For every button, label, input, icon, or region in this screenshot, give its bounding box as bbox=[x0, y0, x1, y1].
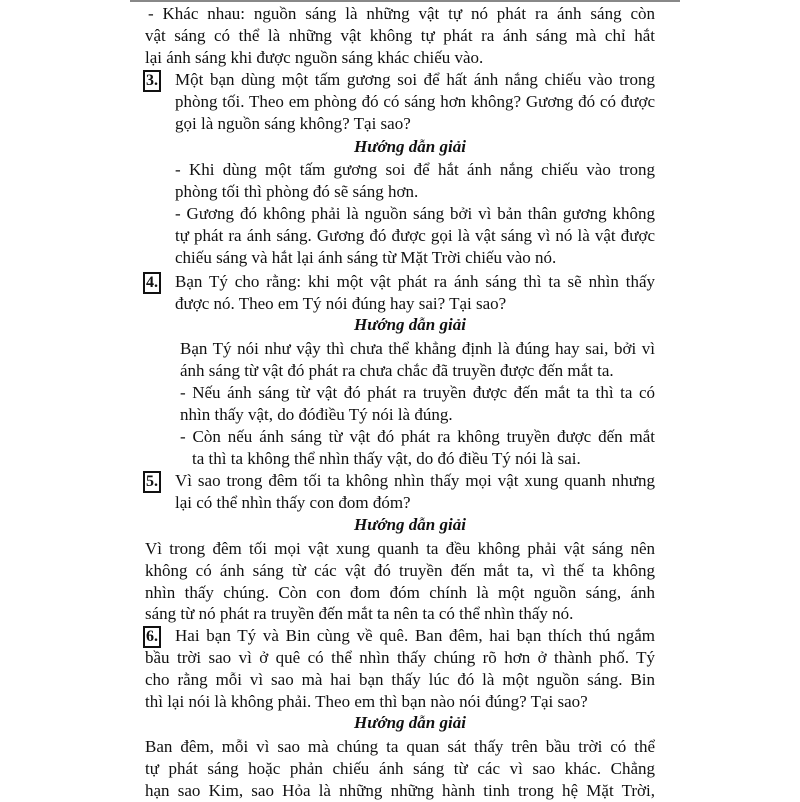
answer-line: không có ánh sáng từ các vật đó truyền đến mắt ta, vì thế ta không bbox=[145, 561, 655, 580]
question-line: thì lại nói là không phải. Theo em thì bạn nào nói đúng? Tại sao? bbox=[145, 692, 588, 711]
solution-heading: Hướng dẫn giải bbox=[354, 515, 466, 534]
page-edge bbox=[130, 0, 680, 2]
answer-line: - Khi dùng một tấm gương soi để hắt ánh nắng chiếu vào trong bbox=[175, 160, 655, 179]
question-line: cho rằng mỗi vì sao mà hai bạn thấy lúc đó là một nguồn sáng. Bin bbox=[145, 670, 655, 689]
text-line: - Khác nhau: nguồn sáng là những vật tự nó phát ra ánh sáng còn bbox=[148, 4, 655, 23]
answer-line: nhìn thấy chúng. Còn con đom đóm chính là một nguồn sáng, ánh bbox=[145, 583, 655, 602]
solution-heading: Hướng dẫn giải bbox=[354, 713, 466, 732]
answer-line: - Còn nếu ánh sáng từ vật đó phát ra không truyền được đến mắt bbox=[180, 427, 655, 446]
question-number: 6. bbox=[143, 626, 161, 648]
answer-line: tự phát sáng hoặc phản chiếu ánh sáng từ các vì sao khác. Chẳng bbox=[145, 759, 655, 778]
answer-line: nhìn thấy vật, do đóđiều Tý nói là đúng. bbox=[180, 405, 453, 424]
question-line: Vì sao trong đêm tối ta không nhìn thấy mọi vật xung quanh nhưng bbox=[175, 471, 655, 490]
question-line: phòng tối. Theo em phòng đó có sáng hơn không? Gương đó có được bbox=[175, 92, 655, 111]
question-line: được nó. Theo em Tý nói đúng hay sai? Tại sao? bbox=[175, 294, 507, 313]
answer-line: Ban đêm, mỗi vì sao mà chúng ta quan sát thấy trên bầu trời có thể bbox=[145, 737, 655, 756]
answer-line: Bạn Tý nói như vậy thì chưa thể khẳng định là đúng hay sai, bởi vì bbox=[180, 339, 655, 358]
answer-line: - Nếu ánh sáng từ vật đó phát ra truyền được đến mắt ta thì ta có bbox=[180, 383, 655, 402]
question-line: lại có thể nhìn thấy con đom đóm? bbox=[175, 493, 411, 512]
answer-line: tự phát ra ánh sáng. Gương đó được gọi là vật sáng vì nó là vật được bbox=[175, 226, 655, 245]
text-line: vật sáng có thể là những vật không tự phát ra ánh sáng mà chỉ hắt bbox=[145, 26, 655, 45]
question-number: 4. bbox=[143, 272, 161, 294]
solution-heading: Hướng dẫn giải bbox=[354, 137, 466, 156]
text-line: lại ánh sáng khi được nguồn sáng khác chiếu vào. bbox=[145, 48, 484, 67]
answer-line: phòng tối thì phòng đó sẽ sáng hơn. bbox=[175, 182, 419, 201]
answer-line: - Gương đó không phải là nguồn sáng bởi vì bản thân gương không bbox=[175, 204, 655, 223]
question-line: Hai bạn Tý và Bin cùng về quê. Ban đêm, hai bạn thích thú ngắm bbox=[175, 626, 655, 645]
solution-heading: Hướng dẫn giải bbox=[354, 315, 466, 334]
question-number: 3. bbox=[143, 70, 161, 92]
answer-line: hạn sao Kim, sao Hỏa là những những hành tinh trong hệ Mặt Trời, bbox=[145, 781, 655, 800]
question-line: Một bạn dùng một tấm gương soi để hất ánh nắng chiếu vào trong bbox=[175, 70, 655, 89]
answer-line: chiếu sáng và hắt lại ánh sáng từ Mặt Trời chiếu vào nó. bbox=[175, 248, 557, 267]
answer-line: sáng từ nó phát ra truyền đến mắt ta nên ta có thể nhìn thấy nó. bbox=[145, 604, 574, 623]
answer-line: ánh sáng từ vật đó phát ra chưa chắc đã truyền được đến mắt ta. bbox=[180, 361, 614, 380]
question-line: Bạn Tý cho rằng: khi một vật phát ra ánh sáng thì ta sẽ nhìn thấy bbox=[175, 272, 655, 291]
answer-line: Vì trong đêm tối mọi vật xung quanh ta đều không phải vật sáng nên bbox=[145, 539, 655, 558]
question-line: gọi là nguồn sáng không? Tại sao? bbox=[175, 114, 411, 133]
question-line: bầu trời sao vì ở quê có thể nhìn thấy chúng rõ hơn ở thành phố. Tý bbox=[145, 648, 655, 667]
answer-line: ta thì ta không thể nhìn thấy vật, do đó điều Tý nói là sai. bbox=[192, 449, 581, 468]
question-number: 5. bbox=[143, 471, 161, 493]
